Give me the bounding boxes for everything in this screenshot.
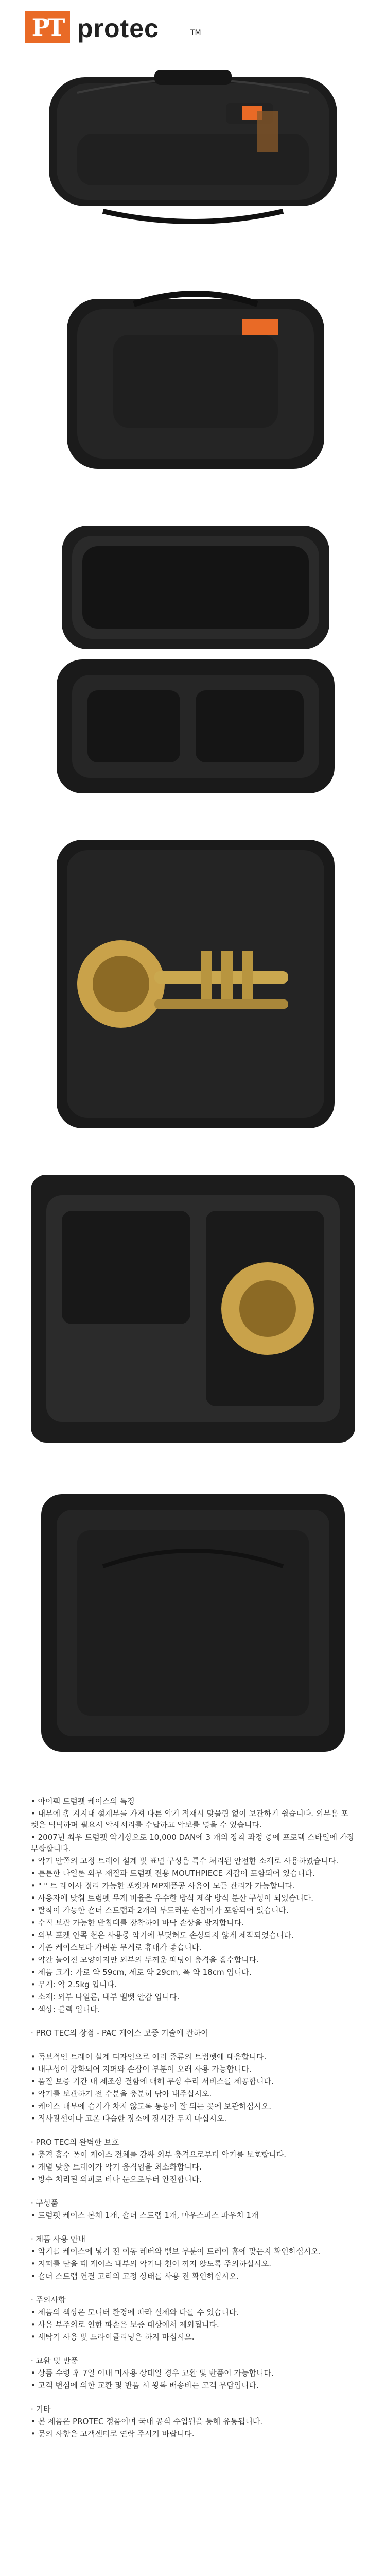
paragraph-gap xyxy=(31,2392,355,2403)
description-line: • 숄더 스트랩 연결 고리의 고정 상태를 사용 전 확인하십시오. xyxy=(31,2272,239,2281)
description-line: • 지퍼를 닫을 때 케이스 내부의 악기나 천이 끼지 않도록 주의하십시오. xyxy=(31,2259,272,2268)
description-line: • 고객 변심에 의한 교환 및 반품 시 왕복 배송비는 고객 부담입니다. xyxy=(31,2381,259,2390)
description-line: • 튼튼한 나일론 외부 재질과 트럼펫 전용 MOUTHPIECE 지갑이 포함되어 있습니다. xyxy=(31,1869,315,1878)
paragraph-gap xyxy=(31,2344,355,2355)
description-line: • 내구성이 강화되어 지퍼와 손잡이 부분이 오래 사용 가능합니다. xyxy=(31,2064,252,2074)
description-line: • 문의 사항은 고객센터로 연락 주시기 바랍니다. xyxy=(31,2429,195,2438)
photo-case-front xyxy=(0,278,386,495)
description-line: • 제품 크기: 가로 약 59cm, 세로 약 29cm, 폭 약 18cm 입니다. xyxy=(31,1968,252,1977)
photo-interior-detail xyxy=(0,1164,386,1453)
description-line: • 독보적인 트레이 설계 디자인으로 여러 종류의 트럼펫에 대응합니다. xyxy=(31,2052,267,2061)
description-line: • 악기를 케이스에 넣기 전 이동 레버와 밸브 부분이 트레이 홈에 맞는지 확인하십시오. xyxy=(31,2247,321,2256)
photo-case-open-empty xyxy=(0,515,386,804)
description-line: • 수직 보관 가능한 받침대를 장착하여 바닥 손상을 방지합니다. xyxy=(31,1918,244,1927)
description-line: • 약간 늘어진 모양이지만 외부의 두꺼운 패딩이 충격을 흡수합니다. xyxy=(31,1955,259,1964)
description-line: • 세탁기 사용 및 드라이클리닝은 하지 마십시오. xyxy=(31,2332,195,2342)
description-line: • 색상: 블랙 입니다. xyxy=(31,2005,100,2014)
description-line: • 충격 흡수 폼이 케이스 전체를 감싸 외부 충격으로부터 악기를 보호합니다. xyxy=(31,2150,286,2159)
description-line: • 제품의 색상은 모니터 환경에 따라 실제와 다를 수 있습니다. xyxy=(31,2308,239,2317)
description-line: • 방수 처리된 외피로 비나 눈으로부터 안전합니다. xyxy=(31,2175,202,2184)
description-line: • 사용자에 맞춰 트럼펫 무게 비율을 우수한 방식 제작 방식 분산 구성이 되었습니다. xyxy=(31,1893,314,1903)
description-line: · 제품 사용 안내 xyxy=(31,2234,86,2244)
description-line: • 2007년 최우 트럼펫 악기상으로 10,000 DAN에 3 개의 장착 과정 중에 프로텍 스타일에 가장 부합합니다. xyxy=(31,1833,355,1853)
description-line: • 개별 맞춤 트레이가 악기 움직임을 최소화합니다. xyxy=(31,2162,202,2172)
description-line: • 사용 부주의로 인한 파손은 보증 대상에서 제외됩니다. xyxy=(31,2320,219,2329)
photo-case-closed-top xyxy=(0,57,386,258)
paragraph-gap xyxy=(31,2222,355,2233)
paragraph-gap xyxy=(31,2016,355,2027)
description-line: · PRO TEC의 장점 ‑ PAC 케이스 보증 기술에 관하여 xyxy=(31,2028,208,2038)
photo-case-with-trumpet xyxy=(0,824,386,1144)
description-line: • 기존 케이스보다 가벼운 무게로 휴대가 좋습니다. xyxy=(31,1943,202,1952)
description-line: • 무게: 약 2.5kg 입니다. xyxy=(31,1980,117,1989)
description-line: • 악기를 보관하기 전 수분을 충분히 닦아 내주십시오. xyxy=(31,2089,212,2098)
description-line: • 악기 안쪽의 고정 트레이 설계 및 표면 구성은 특수 처리된 안전한 소재로 사용하였습니다. xyxy=(31,1856,339,1866)
description-line: · 기타 xyxy=(31,2404,51,2414)
description-line: • 상품 수령 후 7일 이내 미사용 상태일 경우 교환 및 반품이 가능합니다. xyxy=(31,2368,274,2378)
description-line: • 아이팩 트럼펫 케이스의 특징 xyxy=(31,1797,135,1806)
description-line: • 품질 보증 기간 내 제조상 결함에 대해 무상 수리 서비스를 제공합니다. xyxy=(31,2077,274,2086)
paragraph-gap xyxy=(31,2040,355,2051)
description-line: • 케이스 내부에 습기가 차지 않도록 통풍이 잘 되는 곳에 보관하십시오. xyxy=(31,2102,272,2111)
brand-trademark: TM xyxy=(190,29,201,37)
paragraph-gap xyxy=(31,2125,355,2137)
description-line: • 탈착이 가능한 숄더 스트랩과 2개의 부드러운 손잡이가 포함되어 있습니다. xyxy=(31,1906,289,1915)
description-line: · 구성품 xyxy=(31,2198,59,2208)
description-line: • 소재: 외부 나일론, 내부 벨벳 안감 입니다. xyxy=(31,1992,180,2002)
description-line: • 외부 포켓 안쪽 천은 사용중 악기에 부딪혀도 손상되지 않게 제작되었습니다. xyxy=(31,1930,294,1940)
logo-mark-letters: PT xyxy=(31,13,63,41)
product-description xyxy=(31,1795,355,2441)
description-line: · 주의사항 xyxy=(31,2295,66,2304)
paragraph-gap xyxy=(31,2283,355,2294)
protec-logo-mark xyxy=(25,11,70,43)
brand-header xyxy=(0,0,386,52)
description-line: • " " 트 레이사 정리 가능한 포켓과 MP제품공 사용이 모든 관리가 가능합니다. xyxy=(31,1881,295,1890)
paragraph-gap xyxy=(31,2186,355,2197)
brand-name: protec xyxy=(77,14,159,43)
description-line: • 본 제품은 PROTEC 정품이며 국내 공식 수입원을 통해 유통됩니다. xyxy=(31,2417,263,2426)
description-line: · PRO TEC의 완벽한 보호 xyxy=(31,2138,119,2147)
photo-case-side xyxy=(0,1473,386,1772)
description-line: • 직사광선이나 고온 다습한 장소에 장시간 두지 마십시오. xyxy=(31,2114,227,2123)
description-line: • 트럼펫 케이스 본체 1개, 숄더 스트랩 1개, 마우스피스 파우치 1개 xyxy=(31,2211,259,2220)
description-line: • 내부에 총 지지대 설계부를 가져 다른 악기 적재시 맞물림 없이 보관하기 쉽습니다. 외부용 포켓은 넉넉하며 필요시 악세서리를 수납하고 악보를 넣을 수 있습니다. xyxy=(31,1809,348,1829)
description-line: · 교환 및 반품 xyxy=(31,2356,78,2365)
